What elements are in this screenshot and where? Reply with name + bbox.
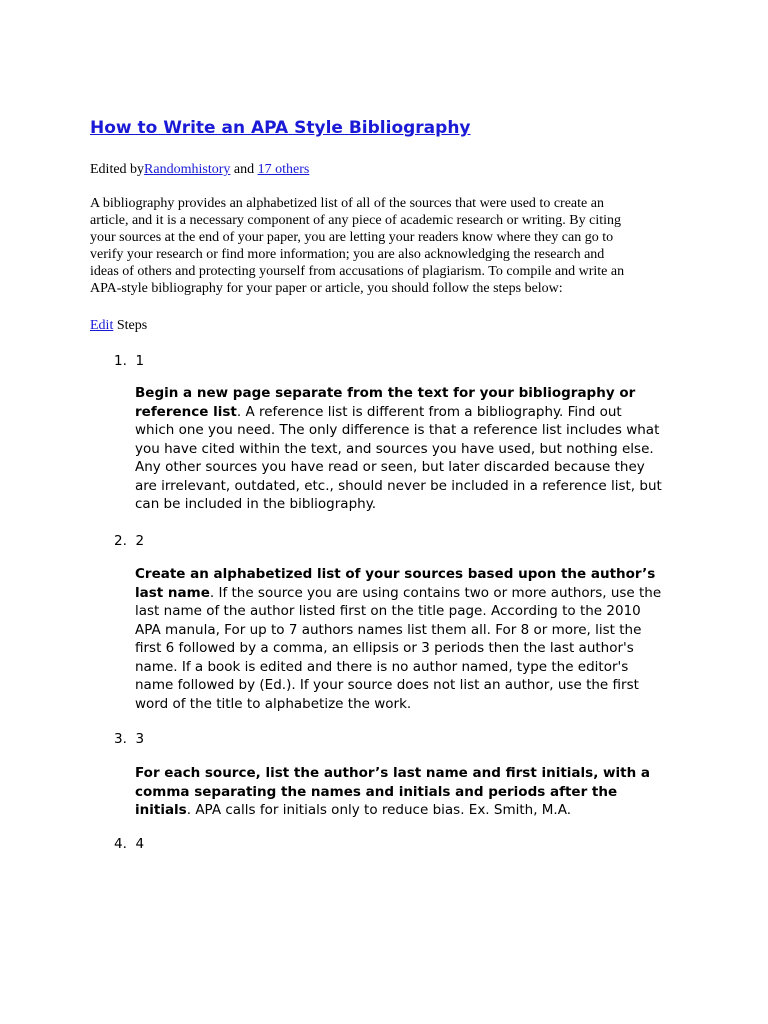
step-line [135,764,695,783]
step-line [135,440,695,459]
step-plain-text: first 6 followed by a comma, an ellipsis or 3 periods then the last author's [135,640,634,656]
step-bold-text: Begin a new page separate from the text for your bibliography or [135,385,636,401]
step-line [135,801,695,820]
step-plain-text: name. If a book is edited and there is no author named, type the editor's [135,658,629,675]
step-line [135,639,695,658]
step-bold-text: Create an alphabetized list of your sources based upon the author’s [135,566,656,582]
step-line [135,602,695,621]
edit-link[interactable]: Edit [90,318,114,333]
step-plain-text: APA manula, For up to 7 authors names list them all. For 8 or more, list the [135,621,642,638]
article-title[interactable]: How to Write an APA Style Bibliography [90,118,471,138]
steps-heading [90,317,147,335]
others-link[interactable]: 17 others [257,162,310,177]
step-plain-text: which one you need. The only difference is that a reference list includes what [135,422,660,438]
step-plain-text: . If the source you are using contains two or more authors, use the [209,584,662,601]
step-number-row [114,532,144,550]
list-marker: 1. [114,353,127,369]
step-plain-text: Any other sources you have read or seen, but later discarded because they [135,459,645,475]
intro-line: APA-style bibliography for your paper or article, you should follow the steps below: [90,281,563,296]
step-line [135,676,695,695]
byline [90,161,309,179]
step-plain-text: . A reference list is different from a bibliography. Find out [236,403,622,420]
byline-middle: and [230,162,258,177]
step-number: 1 [135,353,145,369]
step-line [135,458,695,477]
step-line [135,584,695,603]
step-plain-text: are irrelevant, outdated, etc., should never be included in a reference list, but [135,477,662,494]
step-line [135,384,695,403]
author-link[interactable]: Randomhistory [144,162,231,177]
step-bold-text: last name [135,584,210,601]
step-plain-text: word of the title to alphabetize the work. [135,695,412,712]
step-number-row [114,352,144,370]
step-bold-text: For each source, list the author’s last name and first initials, with a [135,765,650,781]
list-marker: 3. [114,731,127,747]
intro-paragraph [90,195,670,297]
list-marker: 4. [114,836,127,852]
step-bold-text: initials [135,802,187,818]
step-line [135,495,695,514]
step-plain-text: can be included in the bibliography. [135,496,377,512]
list-marker: 2. [114,533,127,549]
byline-prefix: Edited by [90,162,145,177]
intro-line: your sources at the end of your paper, you are letting your readers know where they can go to [90,230,614,245]
step-1-text [135,384,695,514]
steps-label: Steps [113,318,148,333]
step-plain-text: name followed by (Ed.). If your source does not list an author, use the first [135,677,639,693]
step-line [135,477,695,496]
step-line [135,658,695,677]
step-number-row [114,835,144,853]
step-line [135,783,695,802]
step-bold-text: comma separating the names and initials and periods after the [135,783,618,800]
step-number: 3 [135,731,145,747]
step-2-text [135,565,695,713]
step-line [135,621,695,640]
step-3-text [135,764,695,820]
step-line [135,565,695,584]
step-plain-text: you have cited within the text, and sources you have used, but nothing else. [135,440,654,457]
intro-line: verify your research or find more information; you are also acknowledging the research and [90,247,605,262]
step-line [135,403,695,422]
step-line [135,421,695,440]
intro-line: A bibliography provides an alphabetized list of all of the sources that were used to create an [90,196,604,211]
intro-line: article, and it is a necessary component of any piece of academic research or writing. By citing [90,213,622,228]
step-plain-text: last name of the author listed first on the title page. According to the 2010 [135,603,641,619]
step-number: 4 [135,836,145,852]
step-number: 2 [135,533,145,549]
step-plain-text: . APA calls for initials only to reduce bias. Ex. Smith, M.A. [186,802,572,818]
intro-line: ideas of others and protecting yourself from accusations of plagiarism. To compile and write an [90,264,625,279]
step-number-row [114,730,144,748]
step-bold-text: reference list [135,403,237,420]
step-line [135,695,695,714]
